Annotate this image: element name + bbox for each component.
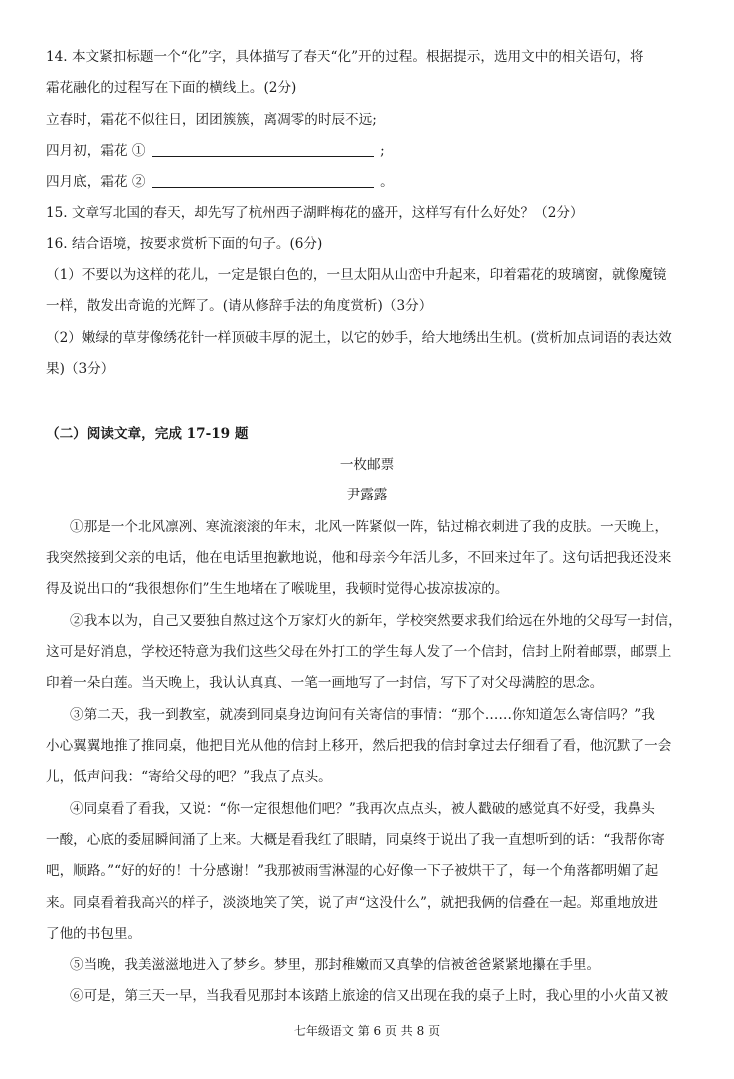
paragraph-line: 得及说出口的“我很想你们”生生地堵在了喉咙里，我顿时觉得心拔凉拔凉的。 [46,581,509,597]
paragraph-line: 儿，低声问我：“寄给父母的吧？”我点了点头。 [46,769,332,785]
paragraph-line: ③第二天，我一到教室，就凑到同桌身边询问有关寄信的事情：“那个……你知道怎么寄信吗？”我 [70,707,655,723]
section-2-heading: （二）阅读文章，完成 17-19 题 [46,426,249,442]
q14-blank-2-line[interactable] [152,173,374,188]
q16-text: 16. 结合语境，按要求赏析下面的句子。(6分) [46,236,323,252]
q14-line-2: 霜花融化的过程写在下面的横线上。(2分) [46,80,297,96]
paragraph-line: 一酸，心底的委屈瞬间涌了上来。大概是看我红了眼睛，同桌终于说出了我一直想听到的话：“我帮你寄 [46,832,665,848]
q14-blank-1-row [46,142,696,160]
paragraph-line: 来。同桌看着我高兴的样子，淡淡地笑了笑，说了声“这没什么”，就把我俩的信叠在一起。郑重地放进 [46,895,659,911]
paragraph-line: 小心翼翼地推了推同桌，他把目光从他的信封上移开，然后把我的信封拿过去仔细看了看，他沉默了一会 [46,738,672,754]
q14-blank-1-line[interactable] [152,142,374,157]
q16-2-line-1: （2）嫩绿的草芽像绣花针一样顶破丰厚的泥土，以它的妙手，给大地绣出生机。(赏析加点词语的表达效 [46,330,672,346]
q14-blank-1-end: ; [380,143,385,159]
q14-blank-2-end: 。 [380,174,394,190]
paragraph-line: ①那是一个北风凛冽、寒流滚滚的年末，北风一阵紧似一阵，钻过棉衣刺进了我的皮肤。一天晚上， [70,519,669,535]
q14-line-1: 14. 本文紧扣标题一个“化”字，具体描写了春天“化”开的过程。根据提示，选用文中的相关语句，将 [46,49,644,65]
paragraph-line: ⑥可是，第三天一早，当我看见那封本该踏上旅途的信又出现在我的桌子上时，我心里的小火苗又被 [70,988,669,1004]
article-title: 一枚邮票 [339,457,395,473]
article-author: 尹露露 [346,487,388,503]
q15-text: 15. 文章写北国的春天，却先写了杭州西子湖畔梅花的盛开，这样写有什么好处？（2分） [46,205,584,221]
q16-2-line-2: 果)（3分） [46,361,115,377]
q14-blank-2-label: 四月底，霜花 ② [46,174,146,190]
q14-blank-2-row [46,173,696,191]
paragraph-line: ④同桌看了看我，又说：“你一定很想他们吧？”我再次点点头，被人戳破的感觉真不好受，我鼻头 [70,801,655,817]
paragraph-line: 印着一朵白莲。当天晚上，我认认真真、一笔一画地写了一封信，写下了对父母满腔的思念。 [46,675,604,691]
paragraph-line: 我突然接到父亲的电话，他在电话里抱歉地说，他和母亲今年活儿多，不回来过年了。这句话把我还没来 [46,550,672,566]
paragraph-line: 了他的书包里。 [46,926,142,942]
paragraph-line: 吧，顺路。”“好的好的！十分感谢！”我那被雨雪淋湿的心好像一下子被烘干了，每一个角落都明媚了起 [46,863,659,879]
q16-1-line-2: 一样，散发出奇诡的光辉了。(请从修辞手法的角度赏析)（3分） [46,298,433,314]
paragraph-line: ②我本以为，自己又要独自熬过这个万家灯火的新年，学校突然要求我们给远在外地的父母写一封信， [70,613,682,629]
paragraph-line: ⑤当晚，我美滋滋地进入了梦乡。梦里，那封稚嫩而又真挚的信被爸爸紧紧地攥在手里。 [70,957,601,973]
paragraph-line: 这可是好消息，学校还特意为我们这些父母在外打工的学生每人发了一个信封，信封上附着邮票，邮票上 [46,644,672,660]
page-footer: 七年级语文 第 6 页 共 8 页 [293,1024,441,1038]
q14-hint: 立春时，霜花不似往日，团团簇簇，离凋零的时辰不远; [46,112,377,128]
q14-blank-1-label: 四月初，霜花 ① [46,143,146,159]
q16-1-line-1: （1）不要以为这样的花儿，一定是银白色的，一旦太阳从山峦中升起来，印着霜花的玻璃窗，就像魔镜 [46,267,667,283]
